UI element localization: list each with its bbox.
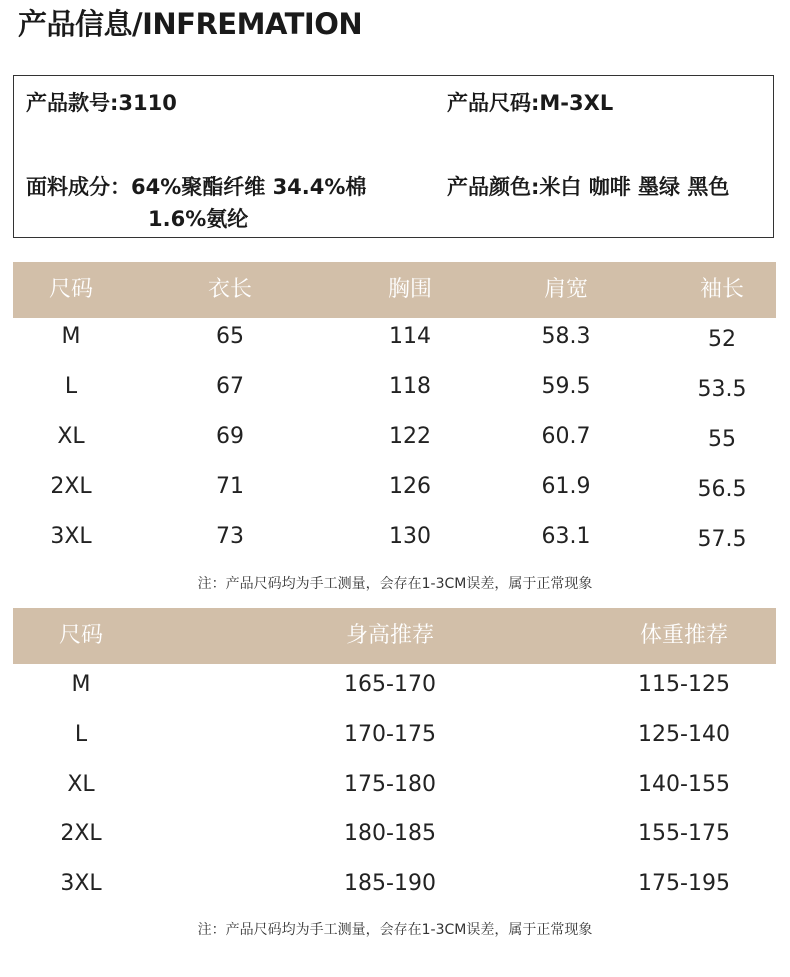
- cell-length: 73: [216, 524, 244, 549]
- product-sizes: 产品尺码:M-3XL: [447, 91, 614, 115]
- size-table-header: [13, 262, 776, 318]
- header-weight-recommend: 体重推荐: [639, 623, 729, 648]
- cell-length: 67: [216, 374, 244, 399]
- page-title: 产品信息/INFREMATION: [18, 7, 363, 41]
- table-row: [13, 312, 776, 362]
- header-length: 衣长: [207, 277, 253, 302]
- cell-length: 69: [216, 424, 244, 449]
- cell-chest: 130: [389, 524, 431, 549]
- table-row: [13, 462, 776, 512]
- cell-size: XL: [57, 424, 85, 449]
- product-model: 产品款号:3110: [26, 91, 177, 115]
- header-height-recommend: 身高推荐: [345, 623, 435, 648]
- table-row: [13, 412, 776, 462]
- cell-weight: 115-125: [638, 672, 730, 697]
- cell-size: 2XL: [50, 474, 92, 499]
- cell-shoulder: 61.9: [541, 474, 591, 499]
- product-colors: 产品颜色:米白 咖啡 墨绿 黑色: [447, 175, 730, 199]
- cell-chest: 118: [389, 374, 431, 399]
- table-row: [13, 362, 776, 412]
- cell-shoulder: 58.3: [541, 324, 591, 349]
- fabric-composition: 面料成分：64%聚酯纤维 34.4%棉: [26, 175, 367, 199]
- cell-height: 180-185: [344, 821, 436, 846]
- cell-height: 170-175: [344, 722, 436, 747]
- size-table-note: 注：产品尺码均为手工测量，会存在1-3CM误差，属于正常现象: [197, 576, 593, 592]
- cell-weight: 175-195: [638, 871, 730, 896]
- cell-height: 175-180: [344, 772, 436, 797]
- cell-size: L: [74, 722, 88, 747]
- cell-chest: 122: [389, 424, 431, 449]
- cell-chest: 114: [389, 324, 431, 349]
- cell-sleeve: 55: [708, 427, 736, 452]
- cell-size: 3XL: [60, 871, 102, 896]
- cell-size: L: [64, 374, 78, 399]
- recommend-table-note: 注：产品尺码均为手工测量，会存在1-3CM误差，属于正常现象: [197, 922, 593, 938]
- cell-size: 2XL: [60, 821, 102, 846]
- cell-shoulder: 60.7: [541, 424, 591, 449]
- header-chest: 胸围: [387, 277, 433, 302]
- cell-height: 165-170: [344, 672, 436, 697]
- cell-size: M: [61, 324, 81, 349]
- recommend-table-header: [13, 608, 776, 664]
- cell-weight: 155-175: [638, 821, 730, 846]
- header-sleeve: 袖长: [699, 277, 745, 302]
- cell-weight: 125-140: [638, 722, 730, 747]
- cell-sleeve: 53.5: [697, 377, 747, 402]
- cell-size: XL: [67, 772, 95, 797]
- cell-shoulder: 59.5: [541, 374, 591, 399]
- cell-sleeve: 52: [708, 327, 736, 352]
- header-size: 尺码: [48, 277, 94, 302]
- header-size: 尺码: [58, 623, 104, 648]
- table-row: [13, 512, 776, 562]
- table-row: [13, 809, 776, 859]
- table-row: [13, 660, 776, 710]
- cell-shoulder: 63.1: [541, 524, 591, 549]
- cell-length: 71: [216, 474, 244, 499]
- cell-length: 65: [216, 324, 244, 349]
- table-row: [13, 760, 776, 810]
- cell-chest: 126: [389, 474, 431, 499]
- cell-sleeve: 57.5: [697, 527, 747, 552]
- cell-sleeve: 56.5: [697, 477, 747, 502]
- fabric-composition-cont: 1.6%氨纶: [148, 207, 249, 231]
- table-row: [13, 859, 776, 909]
- cell-size: 3XL: [50, 524, 92, 549]
- cell-height: 185-190: [344, 871, 436, 896]
- table-row: [13, 710, 776, 760]
- cell-size: M: [71, 672, 91, 697]
- cell-weight: 140-155: [638, 772, 730, 797]
- header-shoulder: 肩宽: [543, 277, 589, 302]
